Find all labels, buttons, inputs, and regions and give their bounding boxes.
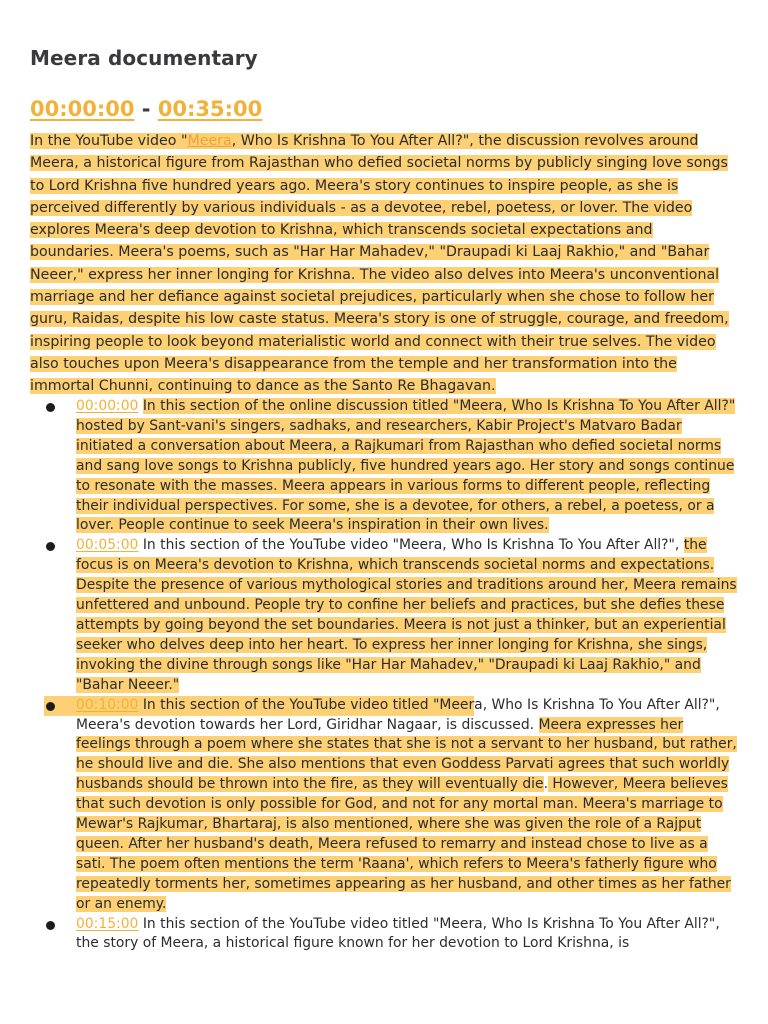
chapter-plain-text [143, 537, 684, 553]
chapter-highlighted-text [76, 398, 735, 533]
chapter-highlighted-text [143, 697, 460, 713]
chapter-text: In this section of the YouTube video titled "Me [142, 696, 460, 713]
page-title: Meera documentary [30, 46, 258, 70]
chapter-text: In this section of the YouTube video titled "Meera, Who Is Krishna To You After All?", the story of Meera, a historical figure known for her devotion to Lord Krishna, is [76, 915, 720, 952]
chapter-timestamp-link[interactable]: 00:15:00 [76, 915, 139, 932]
chapter-plain-text [76, 916, 720, 952]
range-start-timestamp-link[interactable]: 00:00:00 [30, 97, 135, 121]
bullet-icon [46, 921, 55, 930]
range-separator: - [141, 97, 151, 121]
summary-meera-link[interactable]: Meera [187, 133, 232, 149]
chapter-text: In this section of the YouTube video "Meera, Who Is Krishna To You After All?", [142, 537, 680, 554]
chapter-text: In this section of the online discussion titled "Meera, Who Is Krishna To You After All?" hosted by Sant-vani's singers, sadhaks, and researchers, Kabir Project's Matvaro Badar initiated a conversation about Meera, a Rajkumari from Rajasthan who defied societal norms and sang love songs to Krishna publicly, five hundred years ago. Her story and songs continue to resonate with the masses. Meera appears in various forms to different people, reflecting their individual perspectives. For some, she is a devotee, for others, a rebel, a poetess, or a lover. People continue to seek Meera's inspiration in their own lives. [76, 398, 736, 534]
chapter-item [0, 397, 768, 536]
chapter-highlighted-text: the focus is on Meera's devotion to Krishna, which transcends societal norms and expectations. Despite the presence of various mythological stories and traditions around her, Meera remains unfettered and unbound. People try to confine her beliefs and practices, but she defies these attempts by going beyond the set boundaries. Meera is not just a thinker, but an experiential seeker who delves deep into her heart. To express her inner longing for Krishna, she sings, invoking the divine through songs like "Har Har Mahadev," "Draupadi ki Laaj Rakhio," and "Bahar Neeer." [76, 537, 737, 693]
summary-paragraph [30, 130, 740, 398]
chapter-item [0, 536, 768, 695]
chapter-plain-text: era, Who Is Krishna To You After All?", Meera's devotion towards her Lord, Giridhar Nagaar, is discussed. [76, 696, 720, 733]
chapter-item [0, 915, 768, 955]
summary-prefix: In the YouTube video " [30, 133, 188, 149]
chapter-item-active [0, 696, 768, 915]
summary-body: , Who Is Krishna To You After All?", the discussion revolves around Meera, a historical figure from Rajasthan who defied societal norms by publicly singing love songs to Lord Krishna five hundred years ago. Meera's story continues to inspire people, as she is perceived differently by various individuals - as a devotee, rebel, poetess, or lover. The video explores Meera's deep devotion to Krishna, which transcends societal expectations and boundaries. Meera's poems, such as "Har Har Mahadev," "Draupadi ki Laaj Rakhio," and "Bahar Neeer," express her inner longing for Krishna. The video also delves into Meera's unconventional marriage and her defiance against societal prejudices, particularly when she chose to follow her guru, Raidas, despite his low caste status. Meera's story is one of struggle, courage, and freedom, inspiring people to look beyond materialistic world and connect with their true selves. The video also touches upon Meera's disappearance from the temple and her transformation into the immortal Chunni, continuing to dance as the Santo Re Bhagavan. [30, 133, 729, 395]
chapter-plain-period: . [543, 776, 548, 793]
range-end-timestamp-link[interactable]: 00:35:00 [157, 97, 263, 121]
chapter-timestamp-link[interactable]: 00:05:00 [76, 537, 139, 554]
summary-highlight [30, 133, 729, 394]
chapter-highlighted-text-2: Meera expresses her feelings through a poem where she states that she is not a servant to her husband, but rather, he should live and die. She also mentions that even Goddess Parvati agrees that such worldly husbands should be thrown into the fire, as they will eventually die [76, 716, 737, 793]
chapter-timestamp-link[interactable]: 00:10:00 [76, 696, 139, 713]
chapter-timestamp-link[interactable]: 00:00:00 [76, 398, 139, 414]
chapter-list [0, 397, 768, 954]
bullet-icon [46, 702, 55, 711]
time-range-heading [30, 97, 262, 121]
chapter-highlighted-text-3: However, Meera believes that such devotion is only possible for God, and not for any mortal man. Meera's marriage to Mewar's Rajkumar, Bhartaraj, is also mentioned, where she was given the role of a Rajput queen. After her husband's death, Meera refused to remarry and instead chose to live as a sati. The poem often mentions the term 'Raana', which refers to Meera's fatherly figure who repeatedly torments her, sometimes appearing as her husband, and other times as her father or an enemy. [76, 776, 731, 912]
bullet-icon [46, 403, 55, 412]
bullet-icon [46, 542, 55, 551]
